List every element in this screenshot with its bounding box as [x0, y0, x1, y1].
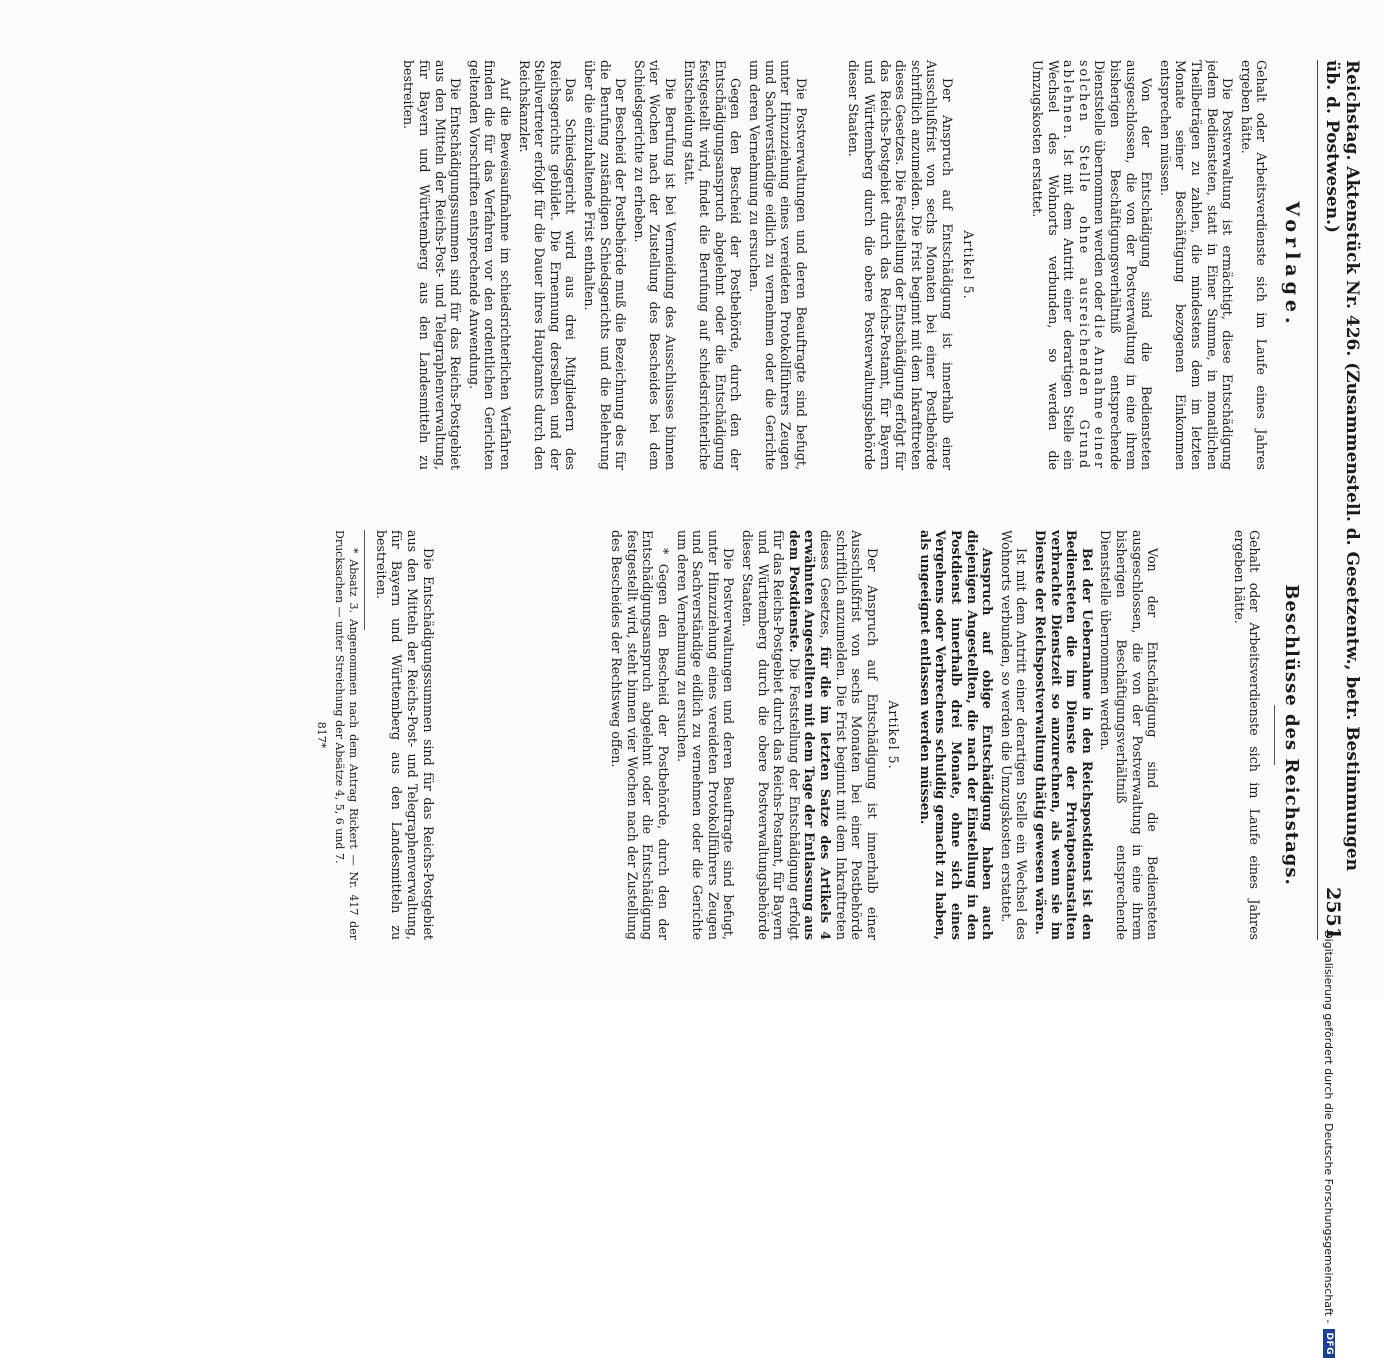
sheet-mark: 817* [315, 721, 329, 749]
paragraph: Die Postverwaltung ist ermächtigt, diese Entschädigung jedem Bediensteten, statt in Einer Summe, in monatlichen Theilbeträgen zu zahlen, die mindestens dem im letzten Monate seiner Beschäftigung bezogenen Einkommen entsprechen müssen. [1157, 60, 1236, 470]
column-vorlage [153, 60, 1303, 470]
paragraph-text-spaced: die Annahme einer solchen Stelle ohne ausreichenden Grund ablehnen. [1061, 60, 1108, 470]
running-title: Reichstag. Aktenstück Nr. 426. (Zusammenstell. d. Gesetzentw., betr. Bestimmungen üb. d. Postwesen.) [1322, 60, 1362, 872]
paragraph: Die Postverwaltungen und deren Beauftragte sind befugt, unter Hinzuziehung eines vereideten Protokollführers Zeugen und Sachverständige eidlich zu vernehmen oder die Gerichte um deren Vernehmung zu ersuchen. [746, 60, 809, 470]
paragraph: Gehalt oder Arbeitsverdienste sich im Laufe eines Jahres ergeben hätte. [1231, 530, 1263, 940]
digitization-note [1318, 18, 1340, 1358]
dfg-logo-badge: DFG [1323, 1329, 1335, 1358]
article-heading: Artikel 5. [886, 700, 902, 770]
paragraph-text-bold: für die im letzten Satze des Artikels 4 erwähnten Angestellten mit dem Tage der Entlassung aus dem Postdienste. [786, 530, 833, 940]
paragraph-bold: Anspruch auf obige Entschädigung haben auch diejenigen Angestellten, die nach der Einstellung in den Postdienst innerhalb drei Monate, ohne sich eines Vergehens oder Verbrechens schuldig gemacht zu haben, als ungeeignet entlassen werden müssen. [917, 530, 996, 940]
page-number: 2551 [1322, 887, 1344, 940]
paragraph: Die Entschädigungssummen sind für das Reichs-Postgebiet aus den Mitteln der Reichs-Post- und Telegraphenverwaltung, für Bayern und Württemberg aus den Landesmitteln zu bestreiten. [401, 60, 464, 470]
column-title-vorlage: Vorlage. [1281, 201, 1303, 329]
paragraph: Ist mit dem Antritt einer derartigen Stelle ein Wechsel des Wohnorts verbunden, so werden die Umzugskosten erstattet. [998, 530, 1030, 940]
paragraph [1030, 60, 1155, 470]
paragraph: Der Bescheid der Postbehörde muß die Bezeichnung des für die Berufung zuständigen Schiedsgerichts und die Belehrung über die einzuhaltende Frist enthalten. [582, 60, 629, 470]
digitization-text: Digitalisierung gefördert durch die Deutsche Forschungsgemeinschaft - [1322, 930, 1336, 1324]
paragraph: Auf die Beweisaufnahme im schiedsrichterlichen Verfahren finden die für das Verfahren vor den ordentlichen Gerichten geltenden Vorschriften entsprechende Anwendung. [466, 60, 514, 470]
column-beschluesse [153, 530, 1303, 940]
paragraph: Das Schiedsgericht wird aus drei Mitgliedern des Reichsgerichts gebildet. Die Ernennung derselben und der Stellvertreter erfolgt für die Dauer ihres Hauptamts durch den Reichskanzler. [516, 60, 579, 470]
article-heading: Artikel 5. [961, 230, 977, 300]
paragraph: * Gegen den Bescheid der Postbehörde, durch den der Entschädigungsanspruch abgelehnt oder die Entschädigung festgestellt wird, steht binnen vier Wochen nach der Zustellung des Bescheides der Rechtsweg offen. [609, 530, 671, 940]
paragraph: Von der Entschädigung sind die Bediensteten ausgeschlossen, die von der Postverwaltung in eine ihrem bisherigen Beschäftigungsverhältniß entsprechende Dienststelle übernommen werden. [1098, 530, 1161, 940]
paragraph-text: Der Anspruch auf Entschädigung ist innerhalb einer Ausschlußfrist von sechs Monaten bei einer Postbehörde schriftlich anzumelden. Die Frist beginnt mit dem Inkrafttreten dieses Gesetzes, [817, 530, 880, 940]
paragraph-text: Die Feststellung der Entschädigung erfolgt für das Reichs-Postgebiet durch das Reichs-Postamt, für Bayern und Württemberg durch die obere Postverwaltungsbehörde dieser Staaten. [739, 530, 802, 940]
column-title-beschluesse: Beschlüsse des Reichstags. [1281, 584, 1302, 886]
paragraph: Die Berufung ist bei Vermeidung des Ausschlusses binnen vier Wochen nach der Zustellung des Bescheides bei dem Schiedsgerichte zu erheben. [631, 60, 678, 470]
paragraph: Gehalt oder Arbeitsverdienste sich im Laufe eines Jahres ergeben hätte. [1238, 60, 1270, 470]
paragraph: Die Entschädigungssummen sind für das Reichs-Postgebiet aus den Mitteln der Reichs-Post- und Telegraphenverwaltung, für Bayern und Württemberg aus den Landesmitteln zu bestreiten. [373, 530, 436, 940]
footnote: * Absatz 3. Angenommen nach dem Antrag Rickert — Nr. 417 der Drucksachen — unter Streichung der Absätze 4, 5, 6 und 7. [333, 530, 361, 940]
paragraph-bold: Bei der Uebernahme in den Reichspostdienst ist den Bediensteten die im Dienste der Privatpostanstalten verbrachte Dienstzeit so anzurechnen, als wenn sie im Dienste der Reichspostverwaltung thätig gewesen wären. [1033, 530, 1095, 940]
paragraph-text: Von der Entschädigung sind die Bediensteten ausgeschlossen, die von der Postverwaltung in eine ihrem bisherigen Beschäftigungsverhältniß entsprechende Dienststelle übernommen werden oder [1092, 60, 1155, 470]
paragraph: Gegen den Bescheid der Postbehörde, durch den der Entschädigungsanspruch abgelehnt oder die Entschädigung festgestellt wird, findet die Berufung auf schiedsrichterliche Entscheidung statt. [681, 60, 744, 470]
paragraph [739, 530, 879, 940]
paragraph: Die Postverwaltungen und deren Beauftragte sind befugt, unter Hinzuziehung eines vereideten Protokollführers Zeugen und Sachverständige eidlich zu vernehmen oder die Gerichte um deren Vernehmung zu ersuchen. [674, 530, 737, 940]
paragraph-text: Ist mit dem Antritt einer derartigen Stelle ein Wechsel des Wohnorts verbunden, so werden die Umzugskosten erstattet. [1030, 60, 1077, 470]
paragraph: Der Anspruch auf Entschädigung ist innerhalb einer Ausschlußfrist von sechs Monaten bei einer Postbehörde schriftlich anzumelden. Die Frist beginnt mit dem Inkrafttreten dieses Gesetzes. Die Feststellung der Entschädigung erfolgt für das Reichs-Postgebiet durch das Reichs-Postamt, für Bayern und Württemberg durch die obere Postverwaltungsbehörde dieser Staaten. [846, 60, 955, 470]
